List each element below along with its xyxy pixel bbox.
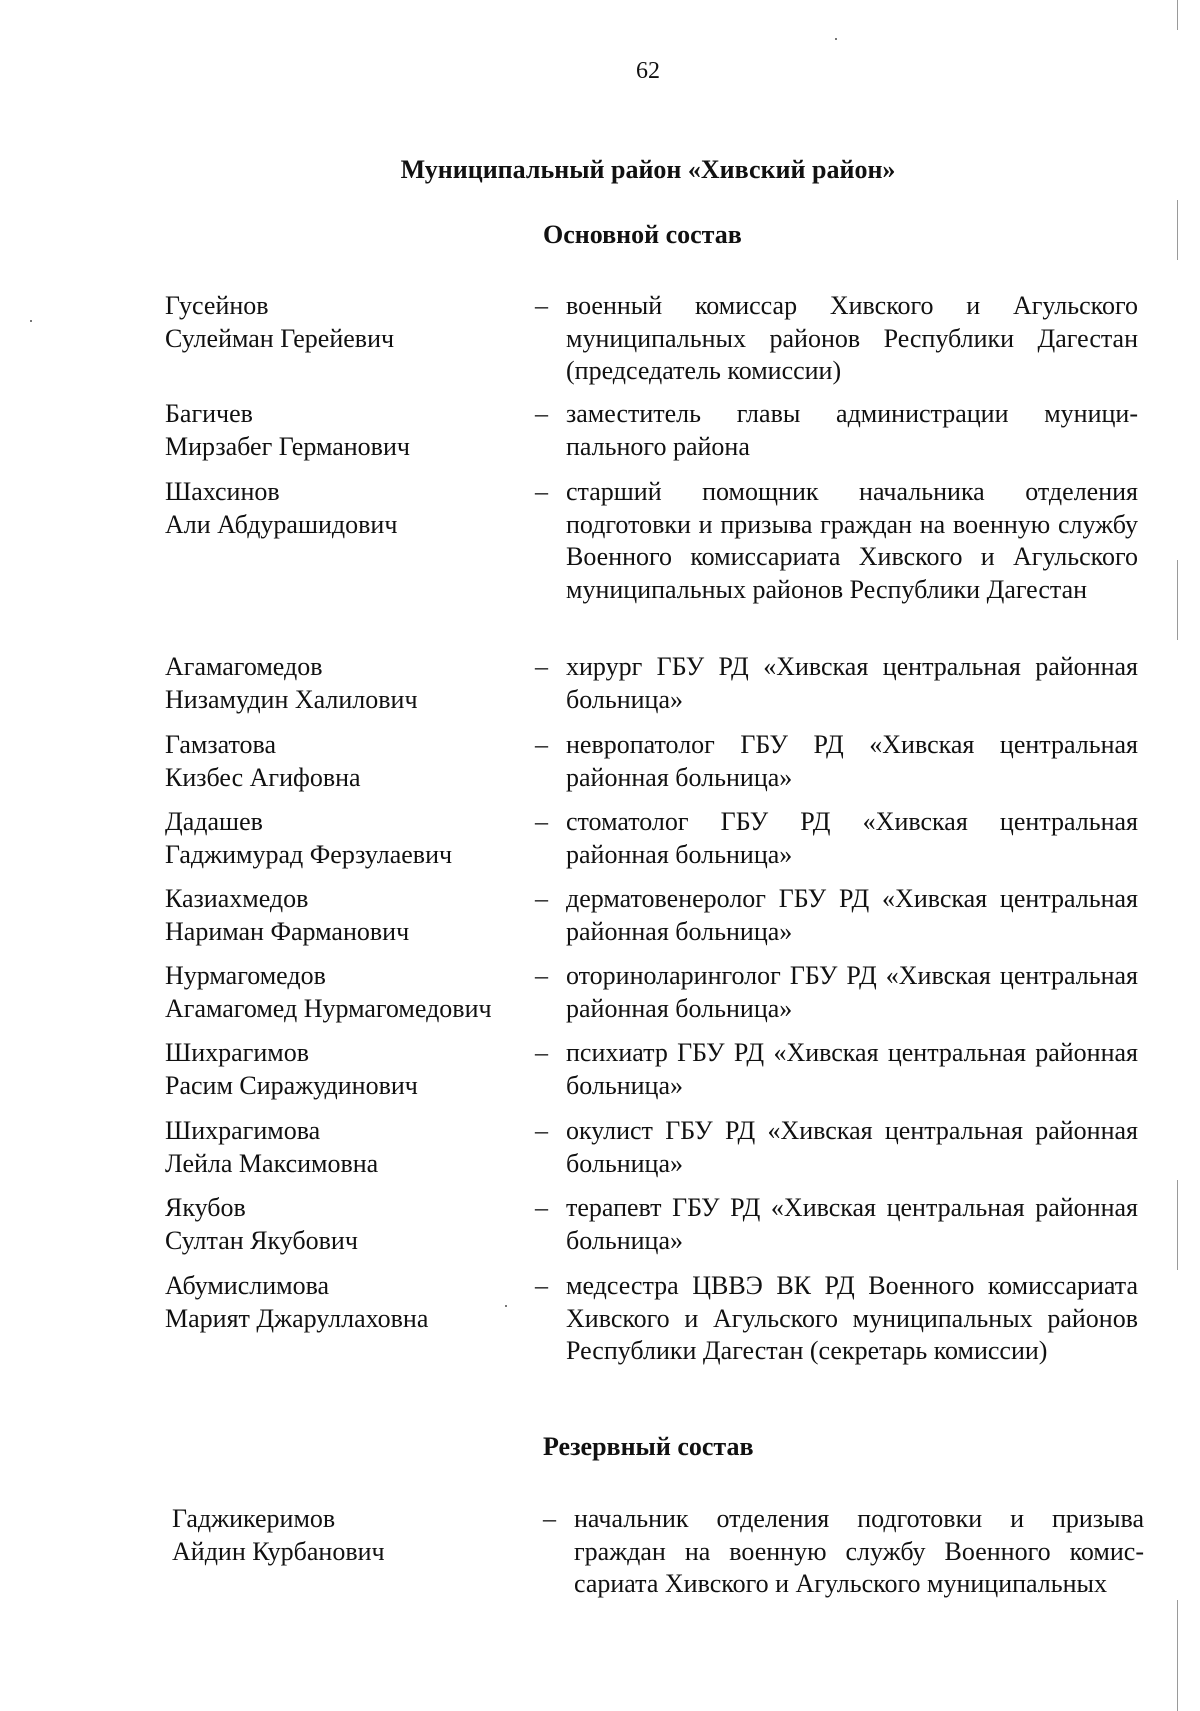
member-position: стоматолог ГБУ РД «Хивская центральная районная больница» bbox=[566, 807, 1138, 869]
member-surname: Нурмагомедов bbox=[165, 961, 326, 990]
dash: – bbox=[543, 1504, 556, 1533]
member-given-names: Али Абдурашидович bbox=[165, 509, 398, 539]
dash: – bbox=[535, 884, 548, 913]
member-position: невропатолог ГБУ РД «Хивская центральная районная больница» bbox=[566, 730, 1138, 792]
member-position: терапевт ГБУ РД «Хивская центральная районная больница» bbox=[566, 1193, 1138, 1255]
member-surname: Дадашев bbox=[165, 807, 263, 836]
member-given-names: Низамудин Халилович bbox=[165, 684, 418, 714]
member-position: начальник отделения подготовки и призыва граждан на военную службу Военного комиссариата Хивского и Агульского муниципальных bbox=[574, 1504, 1144, 1598]
page-title: Муниципальный район «Хивский район» bbox=[400, 155, 896, 184]
scan-speck bbox=[835, 38, 837, 40]
member-position: дерматовенеролог ГБУ РД «Хивская центральная районная больница» bbox=[566, 884, 1138, 946]
scan-artifact bbox=[1177, 1600, 1178, 1711]
member-name bbox=[165, 290, 535, 355]
dash: – bbox=[535, 961, 548, 990]
page-number: 62 bbox=[636, 58, 660, 84]
member-given-names: Сулейман Герейевич bbox=[165, 323, 395, 353]
member-given-names: Расим Сиражудинович bbox=[165, 1070, 418, 1100]
member-surname: Гусейнов bbox=[165, 291, 269, 320]
member-name bbox=[165, 476, 535, 541]
member-surname: Гамзатова bbox=[165, 730, 277, 759]
member-name bbox=[165, 883, 535, 948]
member-given-names: Марият Джаруллаховна bbox=[165, 1303, 429, 1333]
member-surname: Шихрагимов bbox=[165, 1038, 309, 1067]
member-name bbox=[172, 1503, 542, 1568]
member-name bbox=[165, 960, 535, 1025]
section-heading-reserve: Резервный состав bbox=[543, 1432, 754, 1461]
scan-artifact bbox=[1177, 1180, 1178, 1270]
member-surname: Абумислимова bbox=[165, 1271, 330, 1300]
member-position: медсестра ЦВВЭ ВК РД Военного комиссариата Хивского и Агульского муниципальных районов Республики Дагестан (секретарь комиссии) bbox=[566, 1271, 1138, 1365]
scan-artifact bbox=[1177, 0, 1178, 30]
dash: – bbox=[535, 1116, 548, 1145]
dash: – bbox=[535, 730, 548, 759]
dash: – bbox=[535, 291, 548, 320]
member-given-names: Агамагомед Нурмагомедович bbox=[165, 993, 492, 1023]
dash: – bbox=[535, 477, 548, 506]
member-position: хирург ГБУ РД «Хивская центральная районная больница» bbox=[566, 652, 1138, 714]
member-position: психиатр ГБУ РД «Хивская центральная районная больница» bbox=[566, 1038, 1138, 1100]
member-given-names: Султан Якубович bbox=[165, 1225, 358, 1255]
member-surname: Гаджикеримов bbox=[172, 1504, 336, 1533]
member-surname: Агамагомедов bbox=[165, 652, 323, 681]
member-surname: Якубов bbox=[165, 1193, 246, 1222]
member-surname: Шахсинов bbox=[165, 477, 280, 506]
member-name bbox=[165, 1192, 535, 1257]
dash: – bbox=[535, 399, 548, 428]
member-given-names: Нариман Фарманович bbox=[165, 916, 410, 946]
dash: – bbox=[535, 1271, 548, 1300]
member-name bbox=[165, 1270, 535, 1335]
member-surname: Шихрагимова bbox=[165, 1116, 321, 1145]
dash: – bbox=[535, 807, 548, 836]
member-position: окулист ГБУ РД «Хивская центральная районная больница» bbox=[566, 1116, 1138, 1178]
scan-speck bbox=[30, 320, 32, 322]
member-given-names: Айдин Курбанович bbox=[172, 1536, 385, 1566]
member-surname: Багичев bbox=[165, 399, 253, 428]
member-given-names: Лейла Максимовна bbox=[165, 1148, 379, 1178]
dash: – bbox=[535, 652, 548, 681]
scan-artifact bbox=[1177, 560, 1178, 640]
dash: – bbox=[535, 1038, 548, 1067]
scan-speck bbox=[505, 1305, 507, 1307]
member-given-names: Гаджимурад Ферзулаевич bbox=[165, 839, 453, 869]
dash: – bbox=[535, 1193, 548, 1222]
member-position: оториноларинголог ГБУ РД «Хивская центральная районная больница» bbox=[566, 961, 1138, 1023]
member-position: старший помощник начальника отделения подготовки и призыва граждан на военную службу Военного комиссариата Хивского и Агульского муниципальных районов Республики Дагестан bbox=[566, 477, 1138, 604]
member-name bbox=[165, 806, 535, 871]
member-name bbox=[165, 1037, 535, 1102]
member-position: военный комиссар Хивского и Агульского муниципальных районов Республики Дагестан (председатель комиссии) bbox=[566, 291, 1138, 385]
member-given-names: Мирзабег Германович bbox=[165, 431, 410, 461]
member-given-names: Кизбес Агифовна bbox=[165, 762, 361, 792]
scan-artifact bbox=[1177, 200, 1178, 260]
member-surname: Казиахмедов bbox=[165, 884, 309, 913]
section-heading-main: Основной состав bbox=[543, 220, 742, 249]
member-name bbox=[165, 729, 535, 794]
member-name bbox=[165, 1115, 535, 1180]
member-name bbox=[165, 651, 535, 716]
member-name bbox=[165, 398, 535, 463]
member-position: заместитель главы администрации муниципального района bbox=[566, 399, 1138, 461]
